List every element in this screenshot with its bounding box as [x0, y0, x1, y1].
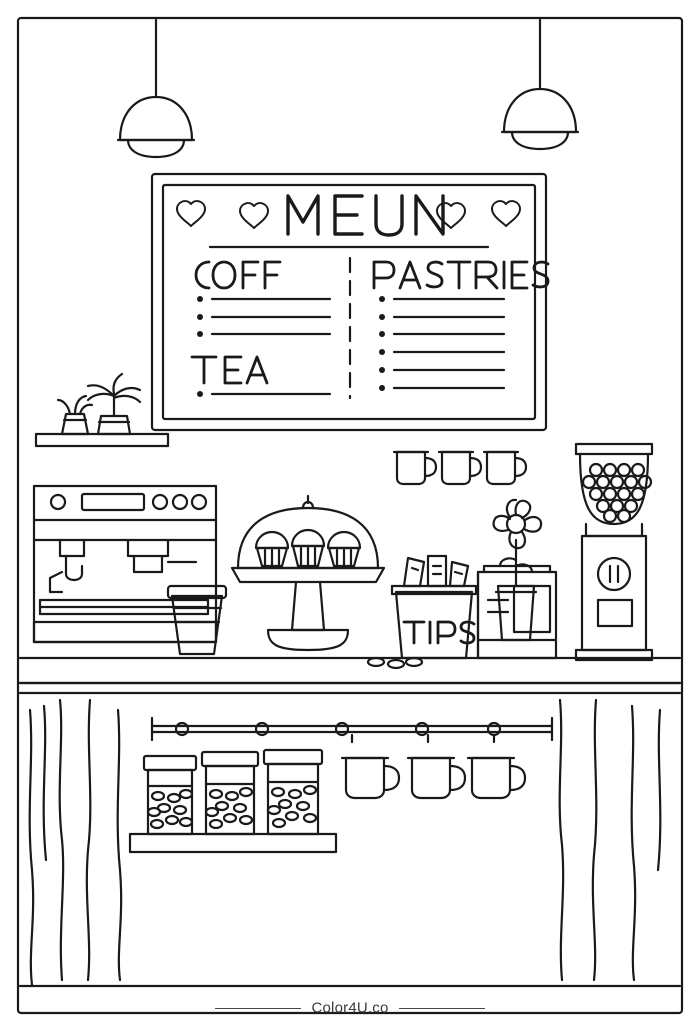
heart-icon — [492, 201, 520, 226]
hanging-mugs-top — [394, 452, 526, 484]
storage-jar — [144, 756, 196, 834]
tips-lettering — [404, 622, 474, 643]
menu-items-tea — [197, 391, 330, 397]
gumballs — [583, 464, 651, 522]
heart-icon — [240, 203, 268, 228]
wall-shelf-plants — [36, 374, 168, 446]
mug — [342, 735, 399, 798]
cupcake — [292, 530, 324, 566]
menu-board — [152, 174, 548, 430]
pendant-lamp-left — [118, 20, 194, 157]
takeaway-cup — [168, 586, 226, 654]
watermark — [0, 999, 700, 1017]
watermark-rule-right — [399, 1008, 485, 1009]
storage-jar — [264, 750, 322, 834]
mug — [439, 452, 481, 484]
mug — [484, 452, 526, 484]
menu-heading-coffee — [196, 262, 280, 288]
heart-icon — [177, 201, 205, 226]
jar-shelf — [130, 750, 336, 852]
menu-title-lettering — [288, 196, 443, 235]
counter-coins — [368, 658, 422, 668]
watermark-rule-left — [215, 1008, 301, 1009]
gumball-machine — [576, 444, 652, 660]
storage-jar — [202, 752, 258, 834]
heart-icon — [437, 203, 465, 228]
coffee-beans — [206, 788, 252, 828]
watermark-text: Color4U.co — [311, 1000, 389, 1017]
cupcake — [256, 532, 288, 566]
menu-heading-tea — [192, 357, 267, 383]
hanging-mugs-lower — [342, 735, 525, 798]
menu-heading-pastries — [374, 262, 548, 288]
coffee-beans — [148, 790, 192, 828]
cupcake — [328, 532, 360, 566]
coffee-beans — [268, 786, 316, 827]
mug — [408, 735, 465, 798]
menu-items-coffee — [197, 296, 330, 337]
tip-jar — [392, 556, 476, 658]
mug — [468, 735, 525, 798]
mug — [394, 452, 436, 484]
espresso-machine — [34, 486, 216, 642]
pendant-lamp-right — [502, 20, 578, 149]
menu-items-pastries — [379, 296, 504, 391]
cake-stand-with-dome — [232, 496, 384, 650]
counter-wood-panels — [20, 683, 680, 985]
flower-in-vase — [494, 500, 541, 640]
